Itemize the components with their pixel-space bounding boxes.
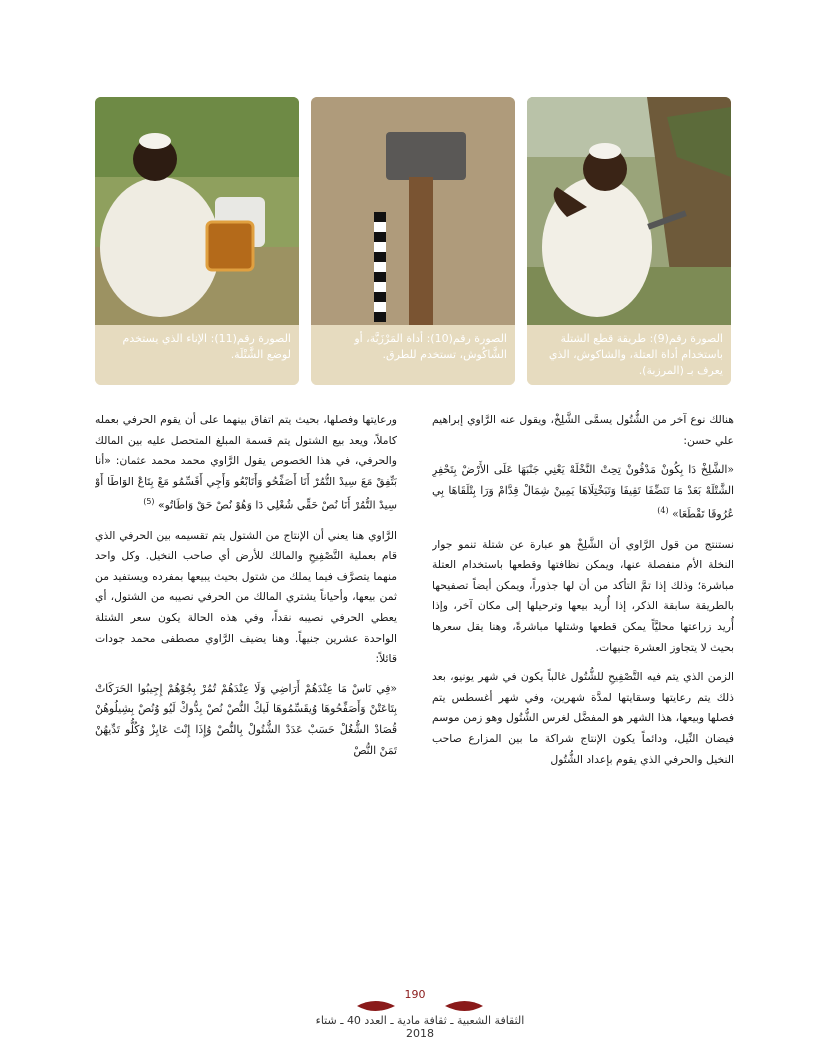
paragraph: الزمن الذي يتم فيه التَّصْفِيحِ للشُّتُول غالباً يكون في شهر يونيو، بعد ذلك يتم رعايتها وسقايتها لمدَّة شهرين، وفي شهر أغسطس يتم فصلها وبيعها، هذا الشهر هو المفضَّل لغرس الشُّتُول وهو زمن موسم فيضان النِّيل، ودائماً يكون الإنتاج شراكة ما بين المزارع صاحب النخيل والحرفي الذي يقوم بإعداد الشُّتُول: [432, 670, 734, 766]
paragraph: هنالك نوع آخر من الشُّتُول يسمَّى الشَّلِخْ، ويقول عنه الرَّاوي إبراهيم علي حسن:: [432, 413, 734, 447]
footnote-ref: (4): [657, 506, 669, 516]
quote-paragraph: «فِي نَاسْ مَا عِنْدَهُمْ أَرَاضِي وَلَا عِنْدَهُمْ تُمُرْ بِجُوْهُمْ إِجِيبُوا الحَرَكَاتْ بِتَاعَتْنْ وَأَصَفِّحُوهَا وُيقَسِّمُوهَا لَيكْ النُّصْ نُصْ بِدُّوكْ لَيُو وُنُصْ بِشِيلُوهُنْ قُصَادْ الشُّغُلْ حَسَبْ عَدَدْ الشُّتُولْ بِالنُّصْ وُإِذَا إِنْتَ عَايِزْ وُكُلُّو تَدِّيهُنْ تَمَنْ النُّصْ: [95, 681, 397, 757]
journal-footer-text: الثقافة الشعبية ـ ثقافة مادية ـ العدد 40 ـ شتاء 2018: [315, 1014, 525, 1040]
photo-11-image: [95, 97, 299, 325]
paragraph: الرَّاوي هنا يعني أن الإنتاج من الشتول يتم تقسيمه بين الحرفي الذي قام بعملية التَّصْفِيحِ والمالك للأرض أي صاحب النخيل. وكل واحد منهما يتصرَّف فيما يملك من شتول بحيث يبيعها بمفرده ويستفيد من ثمن بيعها، وأحياناً يشتري المالك من الحرفي نصيبه من الشتول، أي يعطي الحرفي نصيبه نقداً، وفي هذه الحالة يكون سعر الشتلة الواحدة عشرين جنيهاً. وهنا يضيف الرَّاوي مصطفى محمد جودات قائلاً:: [95, 528, 397, 666]
page-footer: [300, 988, 600, 1038]
page-number: 190: [404, 988, 426, 1001]
photo-9-caption: الصورة رقم(9): طريقة قطع الشتلة باستخدام أداة العتلة، والشاكوش، الذي يعرف بـ (المرزبة).: [527, 325, 731, 385]
paragraph: ورعايتها وفصلها، بحيث يتم اتفاق بينهما على أن يقوم الحرفي بعمله كاملاً، ويعد بيع الشتول يتم قسمة المبلغ المتحصل عليه بين المالك والحرفي، في هذا الخصوص يقول الرَّاوي محمد محمد عثمان: «أنا بَتِّفِقْ مَعَ سِيدْ التُّمُرْ أَنَا أَصَفِّحُو وَأَتَابْعُو وَأَجِي أَقَسِّمُو مَعْ بِتَاعْ الوَاطَا أَوْ سِيدْ التُّمُرْ أَنَا نُصْ حَقِّي شُغْلِي دَا وَهُوْ نُصْ حَقْ وَاطَاتُو» $^{(5)}$: [95, 413, 397, 512]
photo-strip: [95, 97, 735, 385]
footnote-ref: (5): [143, 497, 155, 507]
photo-9: [527, 97, 731, 385]
photo-11-caption: الصورة رقم(11): الإناء الذي يستخدم لوضع الشَّتْلَة.: [95, 325, 299, 385]
paragraph: نستنتج من قول الرَّاوي أن الشَّلِخْ هو عبارة عن شتلة تنمو جوار النخلة الأم منفصلة عنها، ويمكن نظافتها وقطعها باستخدام العتلة مباشرة؛ وذلك إذا تمَّ التأكد من أن لها جذوراً، ويمكن أيضاً تصفيحها بالطريقة سابقة الذكر، إذا أُريد بيعها وترحيلها إلى مكان آخر، وإذا أُريد زراعتها محليَّاً يمكن قطعها وشتلها مباشرةً، وهنا يقل سعرها بحيث لا يتجاوز العشرة جنيهات.: [432, 537, 734, 654]
text-column-right: [432, 410, 734, 910]
photo-10: [311, 97, 515, 385]
text-column-left: [95, 410, 397, 970]
photo-10-image: [311, 97, 515, 325]
quote-paragraph: «الشَّلِخْ دَا بِكُونْ مَدْفُونْ تِحِتْ النَّخْلَهْ يَعْنِي جَنْبَهَا عَلَى الأَرْضْ بِتَحْفِرِ الشَّتْلَهْ بَعَدْ مَا تَنَضِّفَا تَقِيفَا وَتَبَخْتِلَاهَا يَمِينْ شِمَالْ قِدَّامْ وَرَا بِتْلَقَاهَا بِي عُرُوقَا تَقْطَعَا» $^{(4)}$: [432, 463, 734, 521]
photo-11: [95, 97, 299, 385]
photo-9-image: [527, 97, 731, 325]
photo-10-caption: الصورة رقم(10): أداة المَرْزَبَّة، أو الشَّاكُوش، تستخدم للطرق.: [311, 325, 515, 385]
